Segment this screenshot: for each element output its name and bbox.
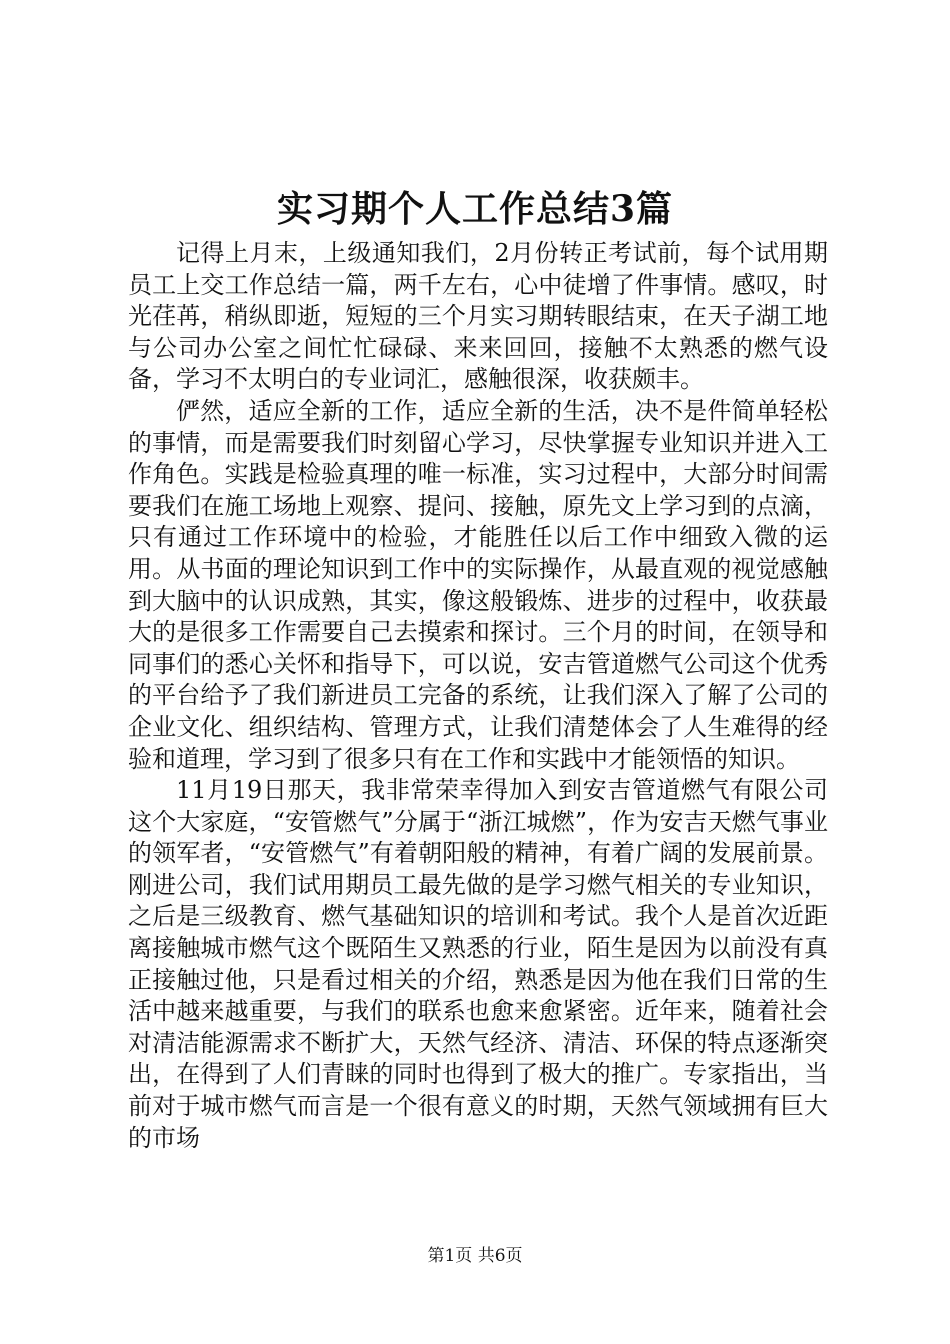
paragraph: 11月19日那天，我非常荣幸得加入到安吉管道燃气有限公司这个大家庭，“安管燃气”分属于“浙江城燃”，作为安吉天燃气事业的领军者，“安管燃气”有着朝阳般的精神，有着广阔的发展前景。刚进公司，我们试用期员工最先做的是学习燃气相关的专业知识，之后是三级教育、燃气基础知识的培训和考试。我个人是首次近距离接触城市燃气这个既陌生又熟悉的行业，陌生是因为以前没有真正接触过他，只是看过相关的介绍，熟悉是因为他在我们日常的生活中越来越重要，与我们的联系也愈来愈紧密。近年来，随着社会对清洁能源需求不断扩大，天然气经济、清洁、环保的特点逐渐突出，在得到了人们青睐的同时也得到了极大的推广。专家指出，当前对于城市燃气而言是一个很有意义的时期，天然气领域拥有巨大的市场: [128, 776, 828, 1152]
document-body: [128, 238, 828, 1154]
paragraph: 俨然，适应全新的工作，适应全新的生活，决不是件简单轻松的事情，而是需要我们时刻留心学习，尽快掌握专业知识并进入工作角色。实践是检验真理的唯一标准，实习过程中，大部分时间需要我们在施工场地上观察、提问、接触，原先文上学习到的点滴，只有通过工作环境中的检验，才能胜任以后工作中细致入微的运用。从书面的理论知识到工作中的实际操作，从最直观的视觉感触到大脑中的认识成熟，其实，像这般锻炼、进步的过程中，收获最大的是很多工作需要自己去摸索和探讨。三个月的时间，在领导和同事们的悉心关怀和指导下，可以说，安吉管道燃气公司这个优秀的平台给予了我们新进员工完备的系统，让我们深入了解了公司的企业文化、组织结构、管理方式，让我们清楚体会了人生难得的经验和道理，学习到了很多只有在工作和实践中才能领悟的知识。: [128, 396, 828, 773]
page-footer: 第1页 共6页: [427, 1246, 523, 1266]
paragraph: 记得上月末，上级通知我们，2月份转正考试前，每个试用期员工上交工作总结一篇，两千左右，心中徒增了件事情。感叹，时光荏苒，稍纵即逝，短短的三个月实习期转眼结束，在天子湖工地与公司办公室之间忙忙碌碌、来来回回，接触不太熟悉的燃气设备，学习不太明白的专业词汇，感触很深，收获颇丰。: [128, 239, 828, 394]
document-title: 实习期个人工作总结3篇: [276, 188, 674, 230]
